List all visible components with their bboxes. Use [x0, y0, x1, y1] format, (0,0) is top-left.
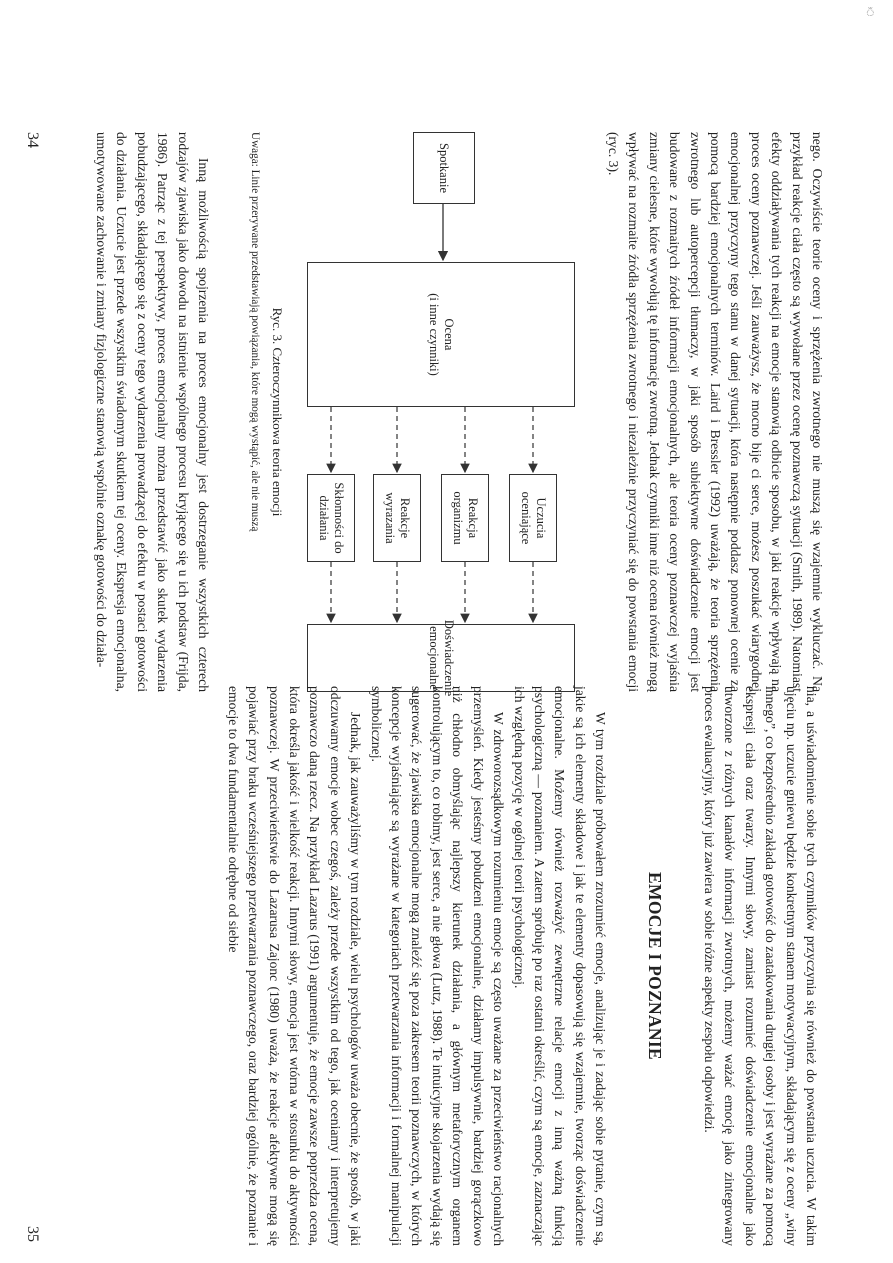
- scan-artifact: ঁ: [865, 8, 875, 19]
- box-spotkanie-label: Spotkanie: [437, 143, 452, 193]
- box-reakcje-label-2: wyrazania: [382, 492, 397, 544]
- page-number-left: 34: [24, 132, 41, 148]
- figure-caption: Ryc. 3. Czteroczynnikowa teoria emocji: [269, 307, 285, 517]
- box-sklonnosci: [307, 474, 355, 562]
- diagram-connectors: [293, 132, 593, 692]
- box-doswiadczenie-label-2: emocjonalne: [426, 626, 441, 690]
- left-paragraph-1: nego. Oczywiście teorie oceny i sprzężenia zwrotnego nie muszą się wzajemnie wykluczać. Na przykład reakcje ciała często są wywołane przez ocenę poznawczą sytuacji (Smith, 1989). Natomiast efekty oddziaływania tych reakcji na emocje stanowią odbicie sposobu, w jaki reakcje wpływają na proces oceny poznawczej. Jeśli zauważysz, że mocno bije ci serce, możesz poszukać wiarygodnej emocjonalnej przyczyny tego stanu w danej sytuacji, która następnie poddasz ponownej ocenie za pomocą bardziej emocjonalnych terminów. Laird i Bressler (1992) uważają, że teoria sprzężenia zwrotnego lub autopercepcji tłumaczy, w jaki sposób subiektywne doświadczenie emocji jest budowane z rozmaitych źródeł informacji emocjonalnych, ale teoria oceny poznawczej wyjaśnia zmiany cielesne, które wywołują tę informację zwrotną. Jednak czynniki inne niż ocena również mogą wpływać na rozmaite źródła sprzężenia zwrotnego i niezależnie przyczyniać się do powstania emocji (ryc. 3).: [605, 132, 825, 692]
- box-uczucia-label-2: oceniające: [518, 491, 533, 545]
- box-reakcja-label-1: Reakcja: [465, 497, 480, 539]
- box-doswiadczenie: [307, 619, 575, 697]
- box-reakcje-label-1: Reakcje: [397, 497, 412, 539]
- box-reakcja: [441, 474, 489, 562]
- box-spotkanie: [413, 132, 475, 204]
- box-reakcje: [373, 474, 421, 562]
- four-factor-diagram: [293, 132, 593, 697]
- box-uczucia-label-1: Uczucia: [533, 497, 548, 539]
- right-paragraph-3: W zdroworozsądkowym rozumieniu emocje są często uważane za przeciwieństwo racjonalnych przemyśleń. Kiedy jesteśmy pobudzeni emocjonalnie, działamy impulsywnie, bardziej gorączkowo niż chłodno obmyślając najlepszy kierunek działania, a głównym metaforycznym organem kontrolującym to, co robimy, jest serce, a nie głowa (Lutz, 1988). Te intuicyjne skojarzenia wydają się sugerować, że zjawiska emocjonalne mogą znaleźć się poza zakresem teorii poznawczych, w których koncepcje wyjaśniające są wyrażane w kategoriach przetwarzania informacji i formalnej manipulacji symbolicznej.: [368, 686, 507, 1246]
- figure-note: Uwaga: Linie przerywane przedstawiają powiązania, które mogą wystąpić, ale nie muszą: [249, 132, 262, 532]
- box-ocena-label: Ocena: [441, 318, 456, 351]
- box-sklonnosci-label-1: Skłonności do: [331, 482, 346, 554]
- right-paragraph-4: Jednak, jak zauważyliśmy w tym rozdziale, wielu psychologów uważa obecnie, że sposób, w jaki odczuwamy emocje wobec czegoś, zależy przede wszystkim od tego, jak oceniamy i interpretujemy poznawczo daną rzecz. Na przykład Lazarus (1991) argumentuje, że emocje zawsze poprzedza ocena, która określa jakość i wielkość reakcji. Innymi słowy, emocja jest wtórna w stosunku do aktywności poznawczej. W przeciwieństwie do Lazarusa Zajonc (1980) uważa, że reakcje afektywne mogą się pojawiać przy braku wcześniejszego przetwarzania poznawczego, oraz bardziej ogólnie, że poznanie i emocje to dwa fundamentalnie odrębne od siebie: [225, 686, 364, 1246]
- box-doswiadczenie-label-1: Doświadczenie: [441, 619, 456, 697]
- box-ocena: [307, 262, 575, 407]
- box-ocena-sublabel: (i inne czynniki): [426, 293, 441, 376]
- box-sklonnosci-label-2: działania: [316, 495, 331, 541]
- left-page: [91, 132, 827, 697]
- right-paragraph-2: W tym rozdziale próbowałem zrozumieć emocje, analizując je i zadając sobie pytanie, czym są, jakie są ich elementy składowe i jak te elementy dopasowują się wzajemnie, tworząc doświadczenie emocjonalne. Możemy również rozważyć zewnętrzne relacje emocji z inną ważną funkcją psychologiczną — poznaniem. A zatem spróbuję po raz ostatni określić, czym są emocje, zaznaczając ich względną pozycję w ogólnej teorii psychologicznej.: [511, 686, 609, 1246]
- box-reakcja-label-2: organizmu: [450, 491, 465, 545]
- right-page: [222, 686, 821, 1246]
- right-paragraph-1: nia, a uświadomienie sobie tych czynników przyczynia się również do powstania uczucia. W takim ujęciu np. uczucie gniewu będzie konkretnym stanem motywacyjnym, składającym się z oceny „winy innego”, co bezpośrednio zakłada gotowość do zaatakowania drugiej osoby i jest wyrażane za pomocą ekspresji ciała oraz twarzy. Innymi słowy, zamiast rozumieć doświadczenie emocjonalne jako utworzone z różnych kanałów informacji zwrotnych, możemy ważać emocję jako zintegrowany proces ewaluacyjny, który już zawiera w sobie różne aspekty zespołu odpowiedzi.: [701, 686, 819, 1246]
- box-uczucia: [509, 474, 557, 562]
- left-paragraph-2: Inną możliwością spojrzenia na proces emocjonalny jest dostrzeganie wszystkich czterech rodzajów zjawiska jako dowodu na istnienie wspólnego procesu kryjącego się u ich podstaw (Frijda, 1986). Patrząc z tej perspektywy, proces emocjonalny można przedstawić jako skutek wydarzenia pobudzającego, składającego się z oceny tego wydarzenia prowadzącej do efektu w postaci gotowości do działania. Uczucie jest przede wszystkim świadomym skutkiem tej oceny. Ekspresja emocjonalna, umotywowane zachowanie i zmiany fizjologiczne stanowią wspólnie oznakę gotowości do działa-: [94, 132, 212, 692]
- page-number-right: 35: [24, 1226, 41, 1242]
- section-heading: EMOCJE I POZNANIE: [644, 872, 665, 1060]
